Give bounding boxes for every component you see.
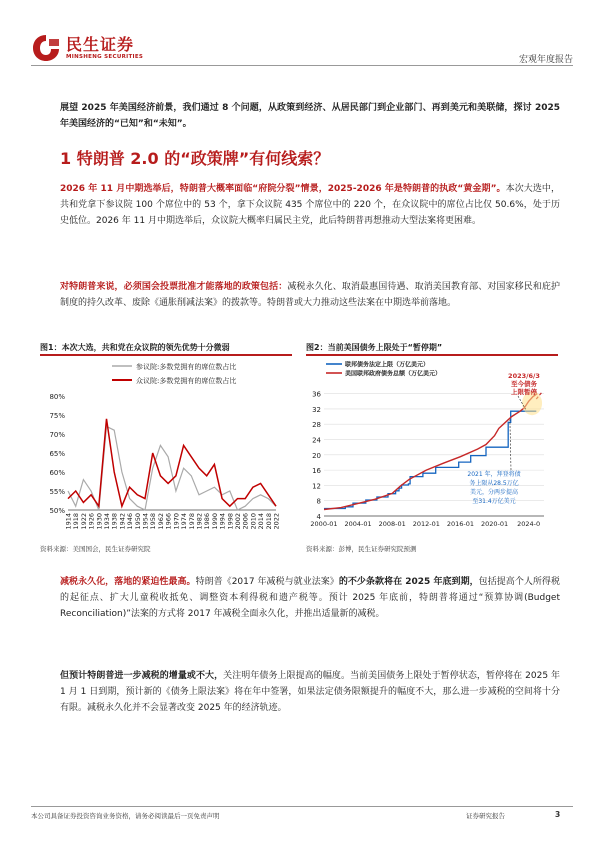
figure-1-rule: [40, 354, 292, 356]
x-tick-label: 1994: [218, 513, 227, 530]
paragraph-4-body: 关注明年债务上限提高的幅度。当前美国债务上限处于暂停状态，暂停将在 2025 年 1 月 1 日到期，预计新的《债务上限法案》将在年中签署，如果法定债务限额提升的幅度不大，那么进一步减税的空间将十分有限。减税永久化并不会显著改变 2025 年的经济轨迹。: [60, 671, 560, 713]
x-tick-label: 1978: [187, 513, 196, 530]
logo-text-en: MINSHENG SECURITIES: [66, 54, 144, 60]
figure-1-title: 图1：本次大选，共和党在众议院的领先优势十分微弱: [40, 343, 230, 352]
paragraph-1: [60, 181, 560, 229]
y-tick-label: 24: [312, 436, 321, 445]
x-tick-label: 1942: [118, 513, 127, 530]
y-tick-label: 36: [312, 390, 321, 399]
figure-1-source: 资料来源：美国国会，民生证券研究院: [40, 545, 151, 553]
x-tick-label: 2000-01: [310, 520, 338, 528]
section-title: 1 特朗普 2.0 的“政策牌”有何线索？: [60, 149, 330, 168]
y-tick-label: 12: [312, 482, 321, 491]
y-tick-label: 70%: [49, 431, 65, 439]
x-tick-label: 1946: [126, 513, 135, 530]
x-tick-label: 1914: [64, 513, 73, 530]
x-tick-label: 1950: [133, 513, 142, 530]
paragraph-2-lead: 对特朗普来说，必须国会投票批准才能落地的政策包括：: [60, 282, 288, 292]
x-tick-label: 1974: [180, 513, 189, 530]
x-tick-label: 1918: [72, 513, 81, 530]
annotation-suspension-line-0: 2023/6/3: [508, 372, 540, 380]
y-tick-label: 75%: [49, 412, 65, 420]
paragraph-3-lead: 减税永久化，落地的紧迫性最高。: [60, 577, 196, 587]
x-tick-label: 2014: [257, 513, 266, 530]
legend-label-0: 联邦债务法定上限（万亿美元）: [345, 361, 430, 369]
y-tick-label: 8: [316, 497, 321, 506]
x-tick-label: 1962: [156, 513, 165, 530]
figure-2-title: 图2：当前美国债务上限处于“暂停期”: [306, 343, 443, 352]
paragraph-1-body: 本次大选中，共和党拿下参议院 100 个席位中的 53 个，拿下众议院 435 个席位中的 220 个，在众议院中的席位占比仅 50.6%，处于历史低位。2026 年 11 月中期选举后，众议院大概率归属民主党，此后特朗普再想推动大型法案将更困难。: [60, 184, 560, 226]
legend-label-1: 众议院:多数党拥有的席位数占比: [136, 377, 237, 385]
x-tick-label: 2008-01: [378, 520, 406, 528]
x-tick-label: 1954: [141, 513, 150, 530]
x-tick-label: 1966: [164, 513, 173, 530]
x-tick-label: 2020-01: [480, 520, 509, 528]
x-tick-label: 2018: [264, 513, 273, 530]
y-tick-label: 50%: [49, 507, 65, 515]
logo-text-cn: 民生证券: [66, 35, 135, 54]
annotation-arrow-mid: [510, 420, 511, 470]
paragraph-3-body-c: 包括提高个人所得税的起征点、扩大儿童税收抵免、调整资本利得税和遗产税等。预计 2025 年底前，特朗普将通过“预算协调(Budget Reconciliation)”法案的方式将 2017 年减税全面永久化，并推出适量新的减税。: [60, 577, 560, 619]
annotation-suspension-line-2: 上限暂停: [511, 388, 537, 396]
x-tick-label: 2010: [249, 513, 258, 530]
legend-label-1: 美国联邦政府债务总额（万亿美元）: [345, 370, 442, 378]
annotation-biden-line-1: 务上限从28.5万亿: [469, 480, 519, 487]
x-tick-label: 2006: [241, 513, 250, 530]
paragraph-1-lead: 2026 年 11 月中期选举后，特朗普大概率面临“府院分裂”情景，2025-2026 年是特朗普的执政“黄金期”。: [60, 184, 506, 194]
x-tick-label: 1958: [149, 513, 158, 530]
annotation-biden-line-0: 2021 年，拜登将债: [467, 471, 521, 478]
y-tick-label: 55%: [49, 488, 65, 496]
x-tick-label: 1922: [79, 513, 88, 530]
legend-label-0: 参议院:多数党拥有的席位数占比: [136, 363, 237, 371]
x-tick-label: 2012-01: [412, 520, 440, 528]
x-tick-label: 1990: [210, 513, 219, 530]
x-tick-label: 1986: [203, 513, 212, 530]
figure-2-rule: [306, 354, 558, 356]
paragraph-4-lead: 但预计特朗普进一步减税的增量或不大，: [60, 671, 224, 681]
y-tick-label: 28: [312, 421, 321, 430]
x-tick-label: 1970: [172, 513, 181, 530]
paragraph-4: [60, 668, 560, 716]
y-tick-label: 32: [312, 405, 321, 414]
paragraph-2-body: 减税永久化、取消最惠国待遇、取消美国教育部、对国家移民和庇护制度的持久改革、废除《通胀削减法案》的拨款等。特朗普或大力推动这些法案在中期选举前落地。: [60, 282, 560, 308]
x-tick-label: 1938: [110, 513, 119, 530]
annotation-suspension-line-1: 至今债务: [511, 380, 537, 388]
annotation-biden-line-3: 至31.4万亿美元: [472, 498, 516, 505]
paragraph-3-body-b: 的不少条款将在 2025 年底到期，: [338, 577, 479, 587]
x-tick-label: 1930: [95, 513, 104, 530]
x-tick-label: 2024-0: [517, 520, 541, 528]
y-tick-label: 16: [312, 467, 321, 476]
x-tick-label: 1934: [103, 513, 112, 530]
figure-2-chart: [306, 358, 558, 540]
footer-disclaimer: 本公司具备证券投资咨询业务资格，请务必阅读最后一页免责声明: [31, 812, 220, 820]
x-tick-label: 1926: [87, 513, 96, 530]
series-line-1: [68, 419, 276, 506]
header-divider: [31, 65, 573, 66]
y-tick-label: 20: [312, 451, 321, 460]
brand-logo: [31, 33, 143, 63]
footer-report-type: 证券研究报告: [466, 812, 505, 820]
intro-paragraph: 展望 2025 年美国经济前景，我们通过 8 个问题，从政策到经济、从居民部门到企业部门、再到美元和美联储，探讨 2025 年美国经济的“已知”和“未知”。: [60, 103, 560, 129]
x-tick-label: 1982: [195, 513, 204, 530]
page-number: 3: [555, 810, 561, 819]
x-tick-label: 1998: [226, 513, 235, 530]
x-tick-label: 2002: [233, 513, 242, 530]
x-tick-label: 2016-01: [446, 520, 475, 528]
x-tick-label: 2022: [272, 513, 281, 530]
paragraph-2: [60, 279, 560, 311]
report-type: 宏观年度报告: [518, 55, 573, 65]
minsheng-logo-icon: [31, 33, 61, 63]
y-tick-label: 80%: [49, 393, 65, 401]
x-tick-label: 2004-01: [344, 520, 372, 528]
footer-divider: [31, 806, 573, 807]
paragraph-3: [60, 574, 560, 622]
annotation-biden-line-2: 美元，分两步提高: [469, 489, 519, 496]
figure-1-chart: [40, 358, 292, 540]
y-tick-label: 4: [316, 513, 321, 521]
figure-2-source: 资料来源：彭博，民生证券研究院预测: [306, 545, 417, 553]
paragraph-3-body-a: 特朗普《2017 年减税与就业法案》: [195, 577, 339, 587]
y-tick-label: 65%: [49, 450, 65, 458]
y-tick-label: 60%: [49, 469, 65, 477]
